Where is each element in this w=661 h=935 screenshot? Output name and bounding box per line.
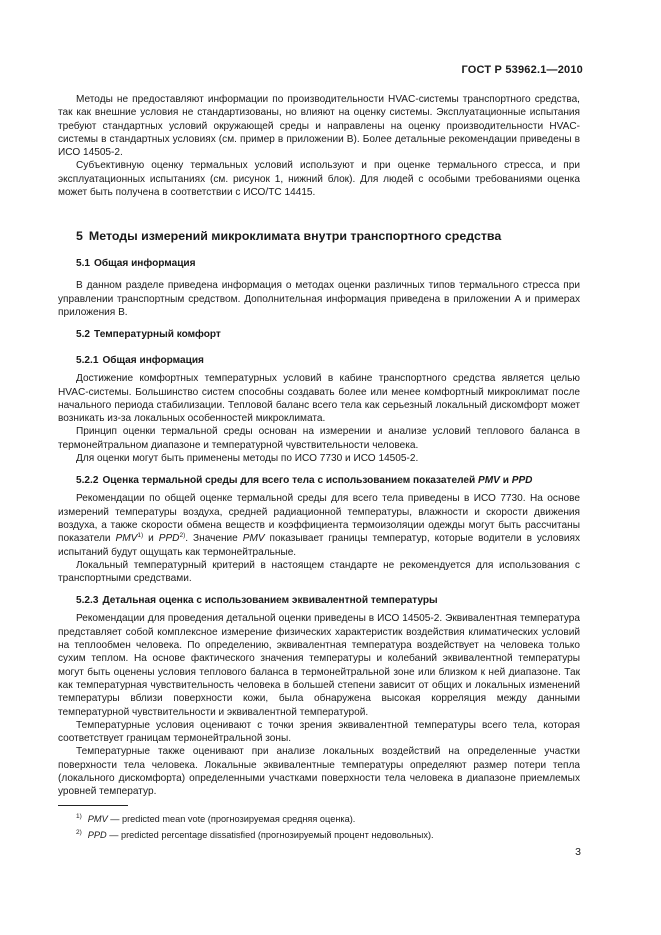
subsection-title: Детальная оценка с использованием эквивалентной температуры bbox=[102, 595, 438, 607]
subsection-title: Общая информация bbox=[102, 355, 204, 367]
subsection-title: Температурный комфорт bbox=[94, 329, 221, 341]
text-run: показывает границы температур, которые водители в условиях испытаний будут ощущать как термонейтральные. bbox=[58, 533, 581, 558]
subsection-number: 5.1 bbox=[76, 258, 91, 270]
document-body bbox=[58, 93, 580, 799]
paragraph: Для оценки могут быть применены методы по ИСО 7730 и ИСО 14505-2. bbox=[76, 453, 419, 465]
paragraph bbox=[58, 492, 580, 558]
footnote-term: PMV bbox=[87, 814, 108, 824]
paragraph: В данном разделе приведена информация о методах оценки различных типов термального стресса при управлении транспортным средством. Дополнительная информация приведена в приложении А и примерах приложения В. bbox=[58, 280, 580, 318]
title-text: и bbox=[499, 475, 512, 487]
footnote-text: — predicted mean vote (прогнозируемая средняя оценка). bbox=[107, 814, 356, 824]
section-heading bbox=[58, 229, 580, 244]
subsection-number: 5.2 bbox=[76, 329, 91, 341]
text-run: . Значение bbox=[185, 533, 243, 545]
subsection-heading bbox=[58, 354, 580, 367]
page-number: 3 bbox=[575, 846, 581, 858]
subsection-number: 5.2.2 bbox=[76, 475, 99, 487]
paragraph: Методы не предоставляют информации по производительности HVAC-системы транспортного средства, так как внешние условия не стандартизованы, но влияют на оценку системы. Эксплуатационные испытания требуют стандартных условий окружающей среды и направлены на оценку производительности HVAC-системы в стандартных условиях (см. пример в приложении В). Более детальные рекомендации приведены в ИСО 14505-2. bbox=[58, 94, 580, 159]
footnote-divider bbox=[58, 805, 128, 806]
paragraph: Принцип оценки термальной среды основан на измерении и анализе условий теплового баланса в термонейтральном диапазоне и температурной чувствительности человека. bbox=[58, 426, 580, 451]
footnote-mark: 1) bbox=[76, 813, 82, 820]
text-run: и bbox=[143, 533, 159, 545]
footnote bbox=[58, 828, 580, 844]
subsection-heading bbox=[58, 474, 580, 487]
footnote bbox=[58, 812, 580, 828]
paragraph: Достижение комфортных температурных условий в кабине транспортного средства является целью HVAC-системы. Большинство систем способны создавать более или менее комфортный микроклимат после начального периода стабилизации. Тепловой баланс всего тела как серьезный локальный дискомфорт может возникать из-за локальных особенностей микроклимата. bbox=[58, 373, 580, 425]
section-number: 5 bbox=[76, 229, 83, 244]
standard-header: ГОСТ Р 53962.1—2010 bbox=[461, 64, 583, 76]
footnotes bbox=[58, 812, 580, 843]
footnote-term: PPD bbox=[87, 829, 107, 840]
footnote-ref[interactable]: 2) bbox=[179, 532, 186, 540]
pmv-term: PMV bbox=[115, 533, 138, 545]
subsection-number: 5.2.1 bbox=[76, 355, 99, 367]
subsection-heading bbox=[58, 257, 580, 270]
subsection-heading bbox=[58, 328, 580, 341]
ppd-term: PPD bbox=[511, 475, 533, 487]
section-title: Методы измерений микроклимата внутри транспортного средства bbox=[88, 229, 502, 244]
paragraph: Субъективную оценку термальных условий используют и при оценке термального стресса, и при эксплуатационных испытаниях (см. рисунок 1, нижний блок). Для людей с особыми требованиями оценка может быть получена в соответствии с ИСО/ТС 14415. bbox=[58, 160, 580, 199]
paragraph: Рекомендации для проведения детальной оценки приведены в ИСО 14505-2. Эквивалентная температура представляет собой комплексное измерение физических характеристик воздействия климатических условий на теплообмен человека. По определению, эквивалентная температура воздействует на человека только сухим теплом. На основе фактического значения температуры и колебаний эквивалентной температуры могут быть оценены условия теплового баланса в термонейтральной зоне или близком к ней диапазоне. Так как температурная чувствительность человека в большей степени зависит от общих и локальных изменений температуры вблизи поверхности кожи, была обнаружена высокая корреляция между данными температурной чувствительности и эквивалентной температурой. bbox=[58, 613, 580, 718]
footnote-ref[interactable]: 1) bbox=[137, 532, 144, 540]
subsection-title: Общая информация bbox=[94, 258, 196, 270]
subsection-number: 5.2.3 bbox=[76, 595, 99, 607]
pmv-term: PMV bbox=[242, 533, 265, 545]
ppd-term: PPD bbox=[158, 533, 180, 545]
subsection-title bbox=[102, 475, 532, 486]
paragraph: Локальный температурный критерий в настоящем стандарте не рекомендуется для использования с транспортными средствами. bbox=[58, 559, 580, 585]
footnote-text: — predicted percentage dissatisfied (прогнозируемый процент недовольных). bbox=[106, 829, 434, 840]
paragraph: Температурные также оценивают при анализе локальных воздействий на определенные участки поверхности тела человека. Локальные эквивалентные температуры определяют размер потери тепла (локального дискомфорта) определенными участками поверхности тела человека в диапазоне приемлемых уровней температур. bbox=[58, 746, 580, 798]
paragraph: Температурные условия оценивают с точки зрения эквивалентной температуры всего тела, которая соответствует границам термонейтральной зоны. bbox=[58, 719, 580, 745]
footnote-mark: 2) bbox=[76, 828, 82, 836]
pmv-term: PMV bbox=[478, 475, 500, 487]
title-text: Оценка термальной среды для всего тела с использованием показателей bbox=[102, 475, 479, 487]
subsection-heading bbox=[58, 594, 580, 607]
text-run: Рекомендации по общей оценке термальной среды для всего тела приведены в ИСО 7730. На основе измерений температуры воздуха, средней радиационной температуры, влажности и скорости движения воздуха, а также скорости обмена веществ и коэффициента термоизоляции одежды могут быть рассчитаны показатели bbox=[58, 493, 580, 545]
